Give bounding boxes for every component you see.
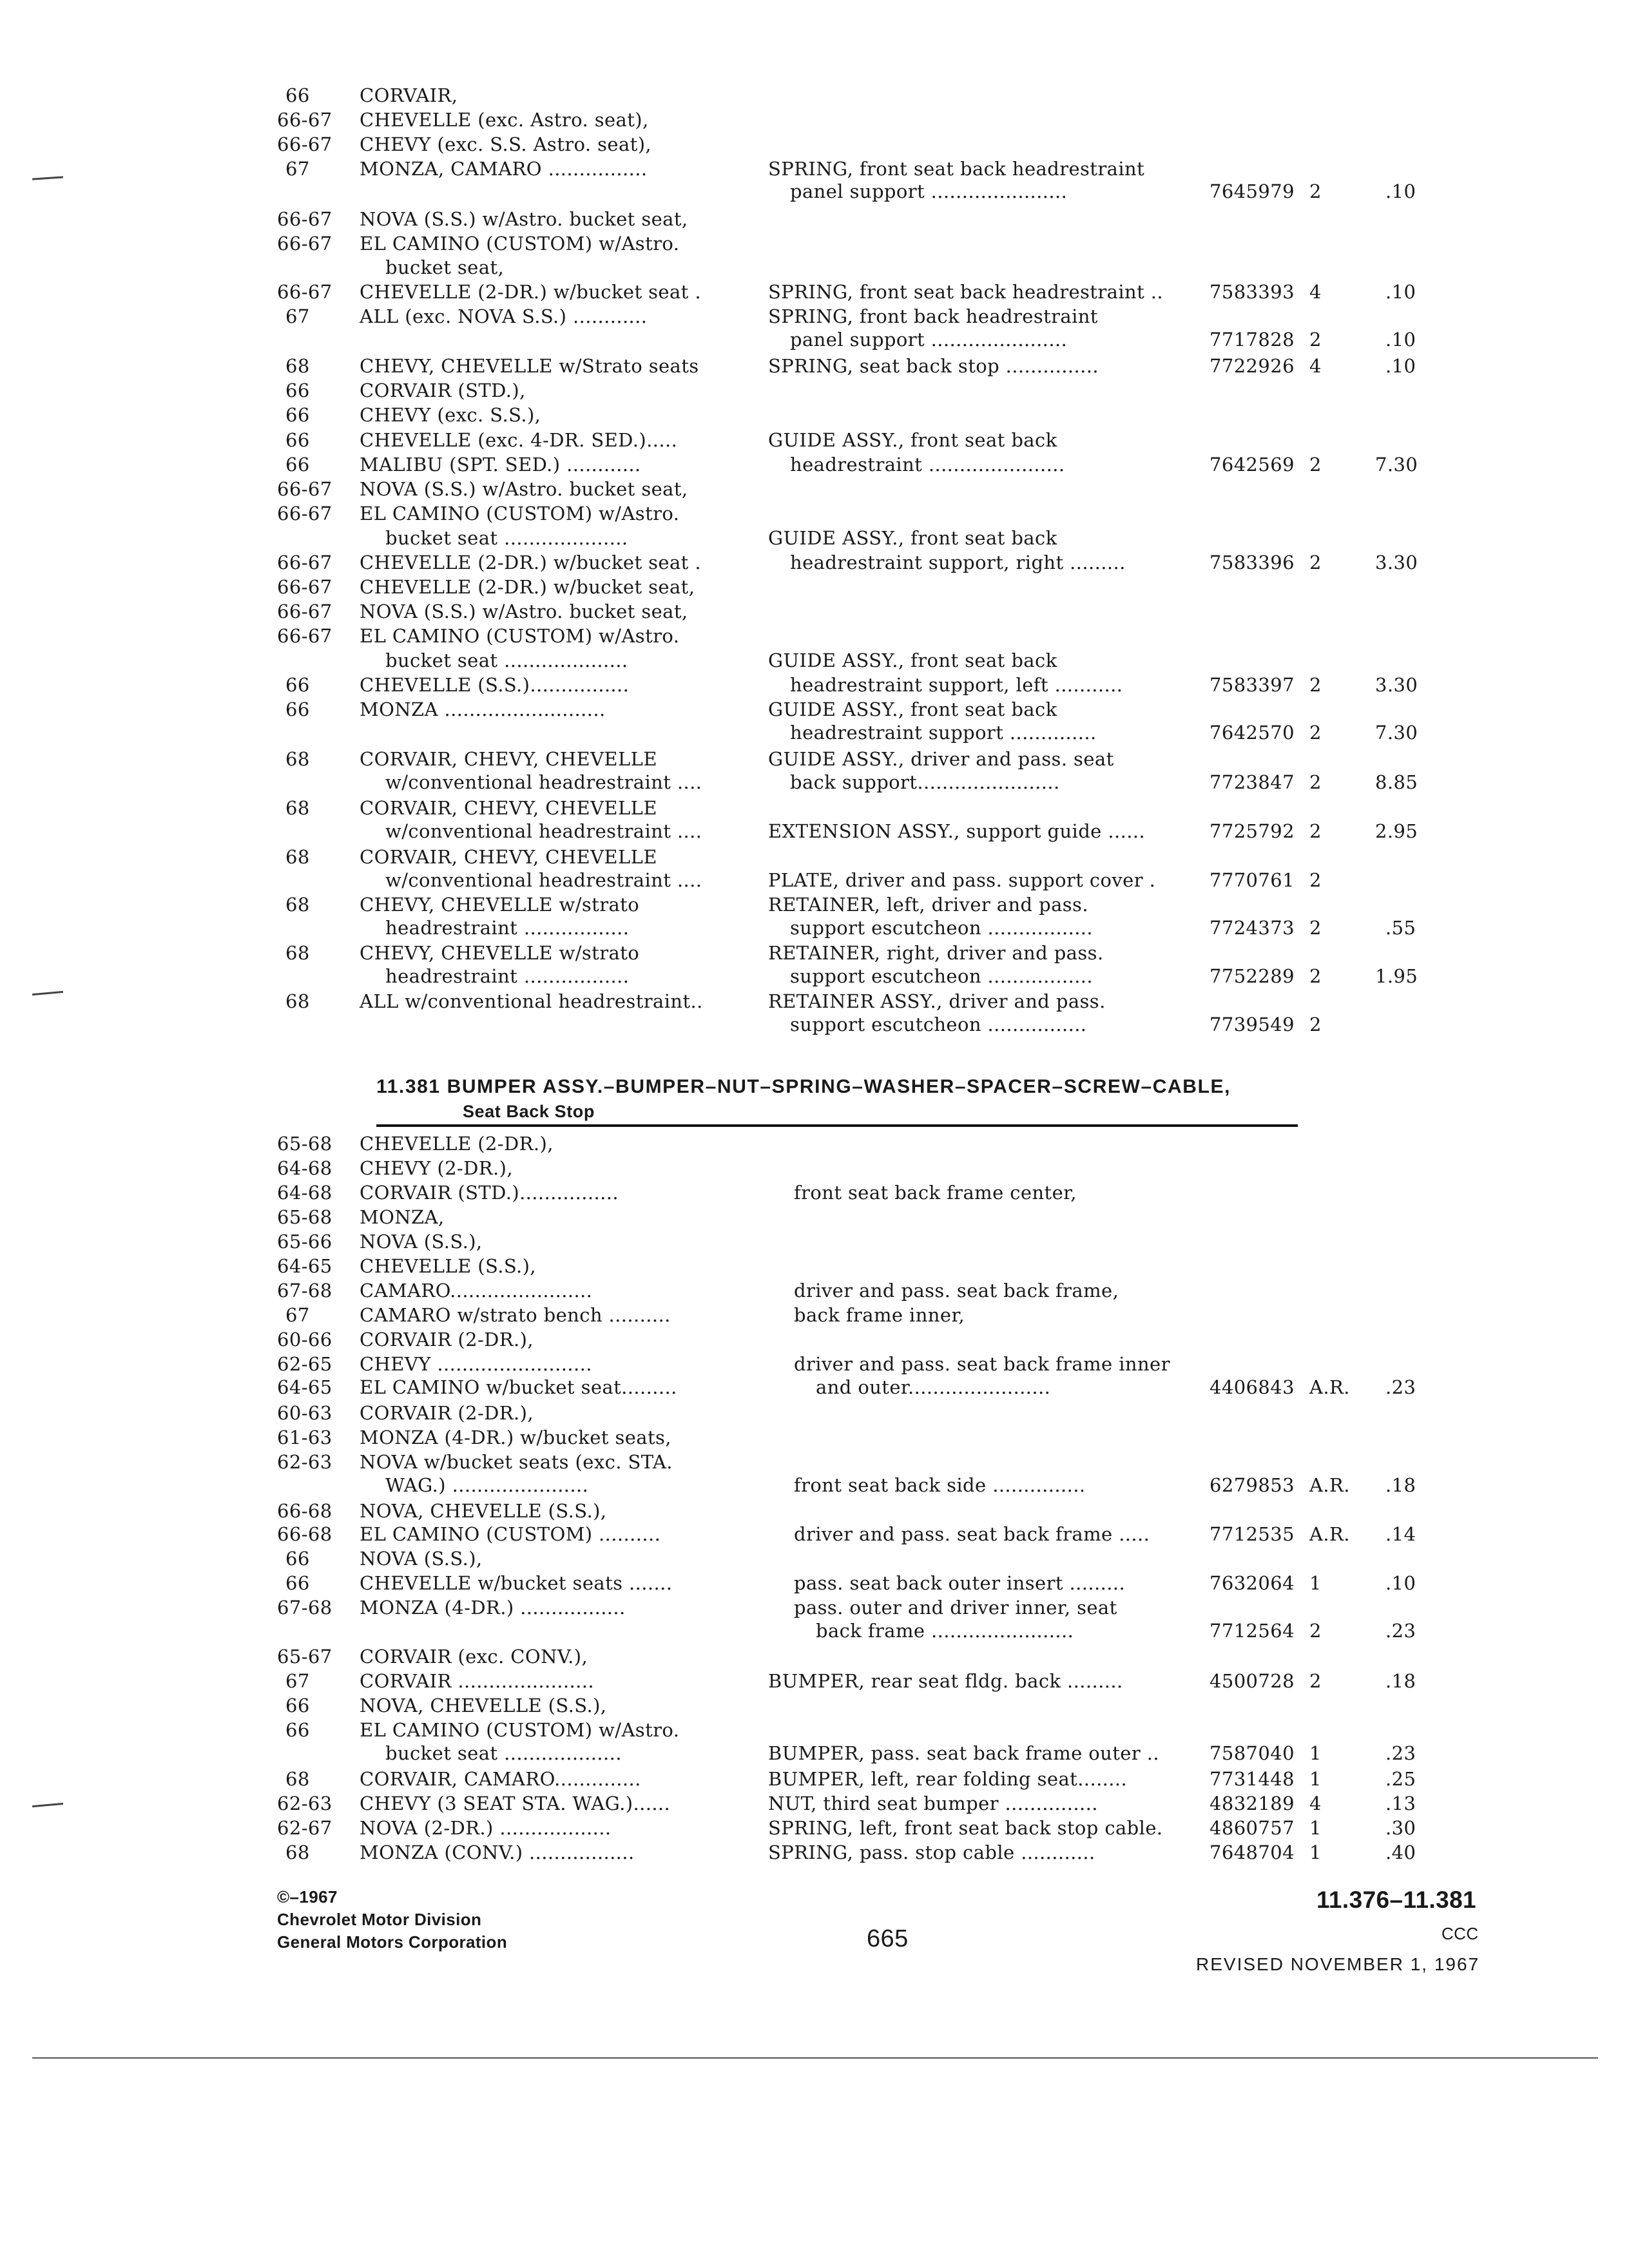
description-cell: PLATE, driver and pass. support cover .	[768, 869, 1156, 891]
description-continued-cell: headrestraint support, right .........	[790, 552, 1126, 573]
year-cell: 67	[285, 305, 310, 327]
description-cell: SPRING, pass. stop cable ............	[768, 1841, 1095, 1863]
description-cell: SPRING, left, front seat back stop cable.	[768, 1817, 1163, 1839]
description-cell: RETAINER, left, driver and pass.	[768, 894, 1088, 916]
year-cell: 66-67	[277, 133, 333, 155]
model-cell: CHEVY, CHEVELLE w/strato	[360, 894, 640, 916]
price-cell: .10	[1385, 355, 1416, 377]
model-cell: NOVA (S.S.) w/Astro. bucket seat,	[360, 601, 688, 622]
model-cell: CORVAIR ......................	[360, 1670, 594, 1692]
description-cell: pass. seat back outer insert .........	[794, 1572, 1126, 1594]
bottom-edge-line	[32, 2057, 1598, 2059]
part-number-cell: 7770761	[1210, 869, 1295, 891]
model-cell: CHEVELLE (exc. Astro. seat),	[360, 109, 649, 131]
year-cell: 68	[285, 1841, 310, 1863]
year-cell: 64-68	[277, 1182, 333, 1204]
year-cell: 62-63	[277, 1451, 333, 1473]
model-continued-cell: bucket seat,	[385, 256, 505, 278]
model-cell: NOVA (2-DR.) ..................	[360, 1817, 612, 1839]
part-number-cell: 7712535	[1210, 1523, 1295, 1545]
quantity-cell: 4	[1309, 355, 1322, 377]
part-number-cell: 4406843	[1210, 1376, 1295, 1398]
quantity-cell: 4	[1309, 281, 1322, 303]
revision-date: REVISED NOVEMBER 1, 1967	[1196, 1954, 1480, 1974]
model-cell: CHEVY, CHEVELLE w/Strato seats	[360, 355, 699, 377]
year-cell: 61-63	[277, 1427, 333, 1448]
model-cell: NOVA, CHEVELLE (S.S.),	[360, 1500, 607, 1522]
margin-mark	[32, 176, 63, 180]
model-cell: EL CAMINO w/bucket seat.........	[360, 1376, 677, 1398]
price-cell: 7.30	[1375, 454, 1418, 476]
model-cell: MONZA, CAMARO ................	[360, 158, 648, 180]
description-cell: GUIDE ASSY., driver and pass. seat	[768, 748, 1114, 770]
year-cell: 66-67	[277, 109, 333, 131]
description-cell: GUIDE ASSY., front seat back	[768, 649, 1057, 671]
quantity-cell: 1	[1309, 1742, 1322, 1764]
quantity-cell: 1	[1309, 1841, 1322, 1863]
year-cell: 60-66	[277, 1329, 333, 1350]
model-continued-cell: bucket seat ....................	[385, 649, 628, 671]
model-cell: CORVAIR, CHEVY, CHEVELLE	[360, 846, 657, 868]
price-cell: 3.30	[1375, 674, 1418, 696]
part-number-cell: 7722926	[1210, 355, 1295, 377]
model-continued-cell: WAG.) ......................	[385, 1474, 589, 1496]
year-cell: 67	[285, 1670, 310, 1692]
division-name: Chevrolet Motor Division	[277, 1910, 482, 1929]
year-cell: 66	[285, 84, 310, 106]
price-cell: .40	[1385, 1841, 1416, 1863]
year-cell: 66	[285, 1719, 310, 1741]
quantity-cell: 2	[1309, 820, 1322, 842]
model-continued-cell: w/conventional headrestraint ....	[385, 869, 702, 891]
model-cell: CHEVELLE (S.S.),	[360, 1255, 537, 1277]
model-cell: MONZA (CONV.) .................	[360, 1841, 635, 1863]
model-cell: MALIBU (SPT. SED.) ............	[360, 454, 641, 476]
price-cell: .14	[1385, 1523, 1416, 1545]
quantity-cell: A.R.	[1309, 1376, 1350, 1398]
quantity-cell: 2	[1309, 1014, 1322, 1035]
part-number-cell: 7712564	[1210, 1620, 1295, 1642]
year-cell: 66-67	[277, 503, 333, 524]
model-cell: CHEVY, CHEVELLE w/strato	[360, 942, 640, 964]
description-cell: front seat back side ...............	[794, 1474, 1086, 1496]
model-continued-cell: w/conventional headrestraint ....	[385, 820, 702, 842]
price-cell: .10	[1385, 180, 1416, 202]
model-cell: CHEVELLE (exc. 4-DR. SED.).....	[360, 429, 678, 451]
year-cell: 66	[285, 380, 310, 401]
part-number-cell: 4500728	[1210, 1670, 1295, 1692]
year-cell: 66-67	[277, 552, 333, 573]
model-cell: CHEVELLE (2-DR.),	[360, 1133, 554, 1155]
model-cell: NOVA (S.S.),	[360, 1548, 483, 1570]
year-cell: 66-67	[277, 233, 333, 255]
description-continued-cell: panel support ......................	[790, 329, 1068, 351]
part-number-cell: 7583396	[1210, 552, 1295, 573]
description-cell: EXTENSION ASSY., support guide ......	[768, 820, 1146, 842]
price-cell: 7.30	[1375, 722, 1418, 744]
description-cell: back frame inner,	[794, 1304, 965, 1326]
year-cell: 66-67	[277, 601, 333, 622]
part-number-cell: 7739549	[1210, 1014, 1295, 1035]
description-continued-cell: back frame .......................	[816, 1620, 1074, 1642]
model-cell: NOVA (S.S.),	[360, 1231, 483, 1253]
description-continued-cell: headrestraint support ..............	[790, 722, 1097, 744]
description-cell: BUMPER, left, rear folding seat........	[768, 1768, 1128, 1790]
model-cell: NOVA (S.S.) w/Astro. bucket seat,	[360, 208, 688, 230]
year-cell: 62-65	[277, 1353, 333, 1375]
price-cell: .25	[1385, 1768, 1416, 1790]
description-cell: RETAINER ASSY., driver and pass.	[768, 990, 1106, 1012]
part-number-cell: 6279853	[1210, 1474, 1295, 1496]
part-number-cell: 7583397	[1210, 674, 1295, 696]
page-code: CCC	[1441, 1924, 1479, 1943]
model-cell: NOVA (S.S.) w/Astro. bucket seat,	[360, 478, 688, 500]
year-cell: 66-67	[277, 478, 333, 500]
model-cell: CHEVELLE (2-DR.) w/bucket seat .	[360, 281, 701, 303]
year-cell: 67-68	[277, 1597, 333, 1619]
year-cell: 66-67	[277, 281, 333, 303]
part-number-cell: 7642569	[1210, 454, 1295, 476]
year-cell: 60-63	[277, 1402, 333, 1424]
description-cell: NUT, third seat bumper ...............	[768, 1792, 1098, 1814]
part-number-cell: 4832189	[1210, 1792, 1295, 1814]
description-continued-cell: support escutcheon .................	[790, 917, 1094, 939]
corporation-name: General Motors Corporation	[277, 1932, 508, 1952]
part-number-cell: 7725792	[1210, 820, 1295, 842]
part-number-cell: 7583393	[1210, 281, 1295, 303]
part-number-cell: 7731448	[1210, 1768, 1295, 1790]
quantity-cell: 2	[1309, 552, 1322, 573]
part-number-cell: 7642570	[1210, 722, 1295, 744]
model-cell: CORVAIR,	[360, 84, 458, 106]
model-cell: CORVAIR (2-DR.),	[360, 1402, 534, 1424]
model-cell: CAMARO.......................	[360, 1280, 593, 1302]
description-continued-cell: headrestraint support, left ...........	[790, 674, 1123, 696]
description-continued-cell: support escutcheon ................	[790, 1014, 1087, 1035]
description-cell: SPRING, front back headrestraint	[768, 305, 1098, 327]
price-cell: .10	[1385, 329, 1416, 351]
model-cell: EL CAMINO (CUSTOM) w/Astro.	[360, 503, 680, 524]
description-continued-cell: back support.......................	[790, 771, 1060, 793]
model-continued-cell: headrestraint .................	[385, 965, 630, 987]
part-number-cell: 7587040	[1210, 1742, 1295, 1764]
model-cell: CORVAIR, CHEVY, CHEVELLE	[360, 797, 657, 819]
year-cell: 64-65	[277, 1255, 333, 1277]
model-cell: CORVAIR (exc. CONV.),	[360, 1646, 588, 1667]
year-cell: 68	[285, 894, 310, 916]
section-range: 11.376–11.381	[1316, 1887, 1477, 1913]
model-cell: CHEVY (3 SEAT STA. WAG.)......	[360, 1792, 671, 1814]
year-cell: 66	[285, 454, 310, 476]
description-cell: GUIDE ASSY., front seat back	[768, 429, 1057, 451]
year-cell: 66-67	[277, 576, 333, 598]
price-cell: .23	[1385, 1376, 1416, 1398]
price-cell: .55	[1385, 917, 1416, 939]
price-cell: 3.30	[1375, 552, 1418, 573]
section-heading: 11.381 BUMPER ASSY.–BUMPER–NUT–SPRING–WASHER–SPACER–SCREW–CABLE,	[376, 1076, 1231, 1097]
model-cell: CHEVY (2-DR.),	[360, 1157, 513, 1179]
price-cell: .13	[1385, 1792, 1416, 1814]
model-cell: CAMARO w/strato bench ..........	[360, 1304, 671, 1326]
quantity-cell: 4	[1309, 1792, 1322, 1814]
model-cell: MONZA (4-DR.) w/bucket seats,	[360, 1427, 671, 1448]
description-continued-cell: support escutcheon .................	[790, 965, 1094, 987]
description-cell: GUIDE ASSY., front seat back	[768, 527, 1057, 549]
year-cell: 66	[285, 404, 310, 426]
quantity-cell: A.R.	[1309, 1474, 1350, 1496]
part-number-cell: 7648704	[1210, 1841, 1295, 1863]
description-cell: SPRING, front seat back headrestraint ..	[768, 281, 1163, 303]
quantity-cell: 2	[1309, 869, 1322, 891]
model-cell: CORVAIR (STD.),	[360, 380, 526, 401]
description-cell: BUMPER, pass. seat back frame outer ..	[768, 1742, 1159, 1764]
year-cell: 66	[285, 429, 310, 451]
part-number-cell: 7724373	[1210, 917, 1295, 939]
model-cell: CHEVELLE (2-DR.) w/bucket seat .	[360, 552, 701, 573]
margin-mark	[32, 1803, 63, 1807]
description-cell: pass. outer and driver inner, seat	[794, 1597, 1117, 1619]
model-cell: CHEVELLE w/bucket seats .......	[360, 1572, 673, 1594]
description-cell: GUIDE ASSY., front seat back	[768, 698, 1057, 720]
quantity-cell: 1	[1309, 1768, 1322, 1790]
year-cell: 68	[285, 990, 310, 1012]
model-continued-cell: headrestraint .................	[385, 917, 630, 939]
page-number: 665	[867, 1925, 909, 1952]
year-cell: 66-68	[277, 1500, 333, 1522]
year-cell: 66	[285, 674, 310, 696]
quantity-cell: 2	[1309, 771, 1322, 793]
price-cell: 2.95	[1375, 820, 1418, 842]
model-cell: MONZA (4-DR.) .................	[360, 1597, 626, 1619]
copyright: ©–1967	[277, 1887, 338, 1907]
year-cell: 64-65	[277, 1376, 333, 1398]
model-cell: EL CAMINO (CUSTOM) ..........	[360, 1523, 661, 1545]
description-cell: SPRING, front seat back headrestraint	[768, 158, 1145, 180]
quantity-cell: 2	[1309, 965, 1322, 987]
year-cell: 65-67	[277, 1646, 333, 1667]
price-cell: 8.85	[1375, 771, 1418, 793]
quantity-cell: 1	[1309, 1572, 1322, 1594]
year-cell: 65-68	[277, 1206, 333, 1228]
year-cell: 67-68	[277, 1280, 333, 1302]
year-cell: 65-66	[277, 1231, 333, 1253]
model-cell: NOVA w/bucket seats (exc. STA.	[360, 1451, 673, 1473]
quantity-cell: 2	[1309, 329, 1322, 351]
quantity-cell: 2	[1309, 674, 1322, 696]
description-continued-cell: headrestraint ......................	[790, 454, 1065, 476]
year-cell: 68	[285, 846, 310, 868]
year-cell: 68	[285, 797, 310, 819]
price-cell: .18	[1385, 1670, 1416, 1692]
price-cell: 1.95	[1375, 965, 1418, 987]
model-cell: CHEVY .........................	[360, 1353, 592, 1375]
model-cell: CHEVY (exc. S.S.),	[360, 404, 541, 426]
price-cell: .18	[1385, 1474, 1416, 1496]
description-cell: SPRING, seat back stop ...............	[768, 355, 1099, 377]
price-cell: .30	[1385, 1817, 1416, 1839]
section-heading-rule	[376, 1124, 1298, 1127]
model-continued-cell: w/conventional headrestraint ....	[385, 771, 702, 793]
year-cell: 66-68	[277, 1523, 333, 1545]
part-number-cell: 7717828	[1210, 329, 1295, 351]
model-cell: CORVAIR (2-DR.),	[360, 1329, 534, 1350]
part-number-cell: 7723847	[1210, 771, 1295, 793]
quantity-cell: 2	[1309, 722, 1322, 744]
description-cell: RETAINER, right, driver and pass.	[768, 942, 1104, 964]
year-cell: 67	[285, 1304, 310, 1326]
year-cell: 62-63	[277, 1792, 333, 1814]
quantity-cell: 2	[1309, 454, 1322, 476]
section-subheading: Seat Back Stop	[463, 1102, 595, 1121]
description-cell: BUMPER, rear seat fldg. back .........	[768, 1670, 1123, 1692]
year-cell: 66	[285, 698, 310, 720]
year-cell: 66-67	[277, 208, 333, 230]
model-cell: EL CAMINO (CUSTOM) w/Astro.	[360, 233, 680, 255]
model-cell: ALL (exc. NOVA S.S.) ............	[360, 305, 648, 327]
part-number-cell: 4860757	[1210, 1817, 1295, 1839]
quantity-cell: 2	[1309, 1670, 1322, 1692]
description-cell: driver and pass. seat back frame inner	[794, 1353, 1170, 1375]
model-cell: EL CAMINO (CUSTOM) w/Astro.	[360, 1719, 680, 1741]
model-continued-cell: bucket seat ...................	[385, 1742, 622, 1764]
price-cell: .23	[1385, 1620, 1416, 1642]
year-cell: 66-67	[277, 625, 333, 647]
model-cell: CORVAIR, CAMARO..............	[360, 1768, 641, 1790]
year-cell: 67	[285, 158, 310, 180]
price-cell: .10	[1385, 281, 1416, 303]
part-number-cell: 7632064	[1210, 1572, 1295, 1594]
model-cell: CORVAIR (STD.)................	[360, 1182, 619, 1204]
model-cell: MONZA,	[360, 1206, 445, 1228]
year-cell: 66	[285, 1695, 310, 1716]
year-cell: 68	[285, 942, 310, 964]
model-cell: MONZA ..........................	[360, 698, 606, 720]
description-cell: front seat back frame center,	[794, 1182, 1077, 1204]
quantity-cell: A.R.	[1309, 1523, 1350, 1545]
price-cell: .10	[1385, 1572, 1416, 1594]
year-cell: 68	[285, 1768, 310, 1790]
part-number-cell: 7645979	[1210, 180, 1295, 202]
model-cell: CORVAIR, CHEVY, CHEVELLE	[360, 748, 657, 770]
part-number-cell: 7752289	[1210, 965, 1295, 987]
margin-mark	[32, 991, 63, 995]
description-cell: driver and pass. seat back frame,	[794, 1280, 1119, 1302]
quantity-cell: 2	[1309, 180, 1322, 202]
model-cell: NOVA, CHEVELLE (S.S.),	[360, 1695, 607, 1716]
quantity-cell: 1	[1309, 1817, 1322, 1839]
model-cell: CHEVELLE (2-DR.) w/bucket seat,	[360, 576, 695, 598]
year-cell: 68	[285, 355, 310, 377]
description-continued-cell: panel support ......................	[790, 180, 1068, 202]
year-cell: 66	[285, 1548, 310, 1570]
price-cell: .23	[1385, 1742, 1416, 1764]
model-cell: CHEVELLE (S.S.)................	[360, 674, 630, 696]
year-cell: 62-67	[277, 1817, 333, 1839]
quantity-cell: 2	[1309, 1620, 1322, 1642]
model-continued-cell: bucket seat ....................	[385, 527, 628, 549]
model-cell: EL CAMINO (CUSTOM) w/Astro.	[360, 625, 680, 647]
year-cell: 65-68	[277, 1133, 333, 1155]
model-cell: ALL w/conventional headrestraint..	[360, 990, 703, 1012]
description-continued-cell: and outer.......................	[816, 1376, 1051, 1398]
year-cell: 64-68	[277, 1157, 333, 1179]
quantity-cell: 2	[1309, 917, 1322, 939]
year-cell: 66	[285, 1572, 310, 1594]
year-cell: 68	[285, 748, 310, 770]
model-cell: CHEVY (exc. S.S. Astro. seat),	[360, 133, 652, 155]
description-cell: driver and pass. seat back frame .....	[794, 1523, 1150, 1545]
